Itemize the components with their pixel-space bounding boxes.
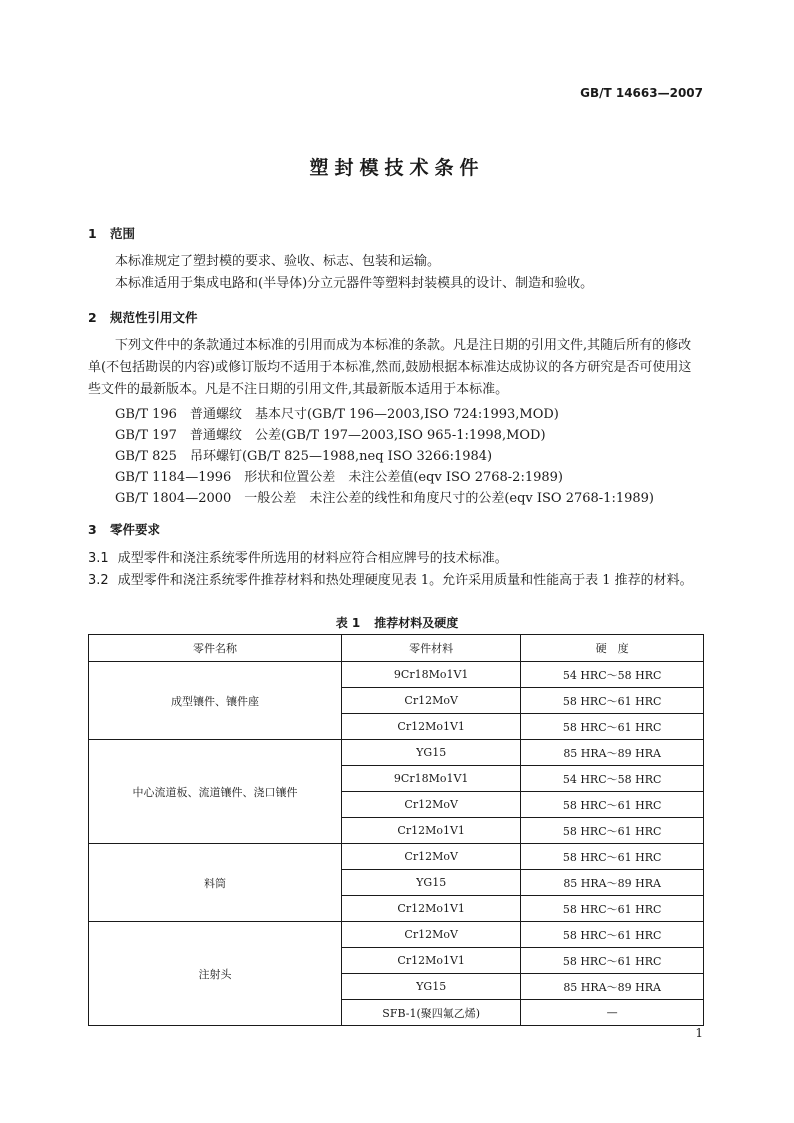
table-title: 推荐材料及硬度 (374, 616, 459, 630)
section-3-heading (88, 520, 160, 538)
section-2-heading (88, 308, 198, 326)
material-cell: 9Cr18Mo1V1 (342, 766, 521, 792)
table-row (89, 740, 704, 766)
reference-item (115, 466, 576, 485)
reference-item (115, 445, 505, 464)
hardness-cell: 58 HRC～61 HRC (521, 844, 704, 870)
reference-code: GB/T 1184—1996 (115, 470, 232, 485)
reference-code: GB/T 196 (115, 407, 177, 422)
material-cell: Cr12MoV (342, 688, 521, 714)
table-header-row (89, 635, 704, 662)
section-number: 3 (88, 522, 97, 537)
table-row (89, 922, 704, 948)
reference-item (115, 424, 559, 443)
clause-3-1 (88, 548, 704, 569)
table-caption (0, 614, 794, 631)
material-cell: Cr12Mo1V1 (342, 714, 521, 740)
reference-code: GB/T 1804—2000 (115, 491, 232, 506)
section-1-para-1: 本标准规定了塑封模的要求、验收、标志、包装和运输。 (115, 254, 441, 269)
section-1-heading (88, 224, 135, 242)
material-cell: Cr12MoV (342, 792, 521, 818)
page-number: 1 (695, 1026, 703, 1040)
hardness-cell: 54 HRC～58 HRC (521, 662, 704, 688)
hardness-cell: 58 HRC～61 HRC (521, 922, 704, 948)
hardness-cell: 58 HRC～61 HRC (521, 714, 704, 740)
clause-3-2 (88, 570, 704, 591)
material-cell: Cr12Mo1V1 (342, 948, 521, 974)
reference-name: 一般公差 (244, 491, 297, 506)
clause-text: 成型零件和浇注系统零件推荐材料和热处理硬度见表 1。允许采用质量和性能高于表 1 推荐的材料。 (117, 573, 693, 588)
hardness-cell: 85 HRA～89 HRA (521, 740, 704, 766)
reference-code: GB/T 197 (115, 428, 177, 443)
part-name-cell: 注射头 (89, 922, 342, 1026)
material-cell: YG15 (342, 974, 521, 1000)
reference-name: 普通螺纹 (189, 407, 242, 422)
reference-item (115, 487, 667, 506)
part-name-cell: 成型镶件、镶件座 (89, 662, 342, 740)
reference-desc: 基本尺寸(GB/T 196—2003,ISO 724:1993,MOD) (254, 407, 559, 422)
table-row (89, 662, 704, 688)
hardness-cell: 54 HRC～58 HRC (521, 766, 704, 792)
reference-desc: 未注公差值(eqv ISO 2768-2:1989) (348, 470, 563, 485)
standard-number: GB/T 14663—2007 (580, 86, 703, 100)
part-name-cell: 料筒 (89, 844, 342, 922)
reference-name: 普通螺纹 (189, 428, 242, 443)
hardness-cell: 58 HRC～61 HRC (521, 688, 704, 714)
reference-item (115, 403, 572, 422)
clause-text: 成型零件和浇注系统零件所选用的材料应符合相应牌号的技术标准。 (117, 551, 508, 566)
material-cell: SFB-1(聚四氟乙烯) (342, 1000, 521, 1026)
hardness-cell: 58 HRC～61 HRC (521, 792, 704, 818)
reference-desc: 公差(GB/T 197—2003,ISO 965-1:1998,MOD) (254, 428, 546, 443)
section-2-intro: 下列文件中的条款通过本标准的引用而成为本标准的条款。凡是注日期的引用文件,其随后所有的修改单(不包括勘误的内容)或修订版均不适用于本标准,然而,鼓励根据本标准达成协议的各方研究是否可使用这些文件的最新版本。凡是不注日期的引用文件,其最新版本适用于本标准。 (88, 338, 692, 397)
section-1-para-2: 本标准适用于集成电路和(半导体)分立元器件等塑料封装模具的设计、制造和验收。 (115, 276, 594, 291)
reference-code: GB/T 825 (115, 449, 177, 464)
header-material: 零件材料 (342, 635, 521, 662)
material-cell: Cr12Mo1V1 (342, 896, 521, 922)
part-name-cell: 中心流道板、流道镶件、浇口镶件 (89, 740, 342, 844)
header-part-name: 零件名称 (89, 635, 342, 662)
section-number: 1 (88, 226, 97, 241)
document-title: 塑封模技术条件 (309, 157, 485, 179)
hardness-cell: 85 HRA～89 HRA (521, 870, 704, 896)
material-cell: Cr12MoV (342, 922, 521, 948)
clause-number: 3.2 (88, 573, 109, 588)
material-cell: 9Cr18Mo1V1 (342, 662, 521, 688)
material-cell: Cr12MoV (342, 844, 521, 870)
table-number: 表 1 (335, 616, 361, 630)
reference-desc: 未注公差的线性和角度尺寸的公差(eqv ISO 2768-1:1989) (309, 491, 654, 506)
clause-number: 3.1 (88, 551, 109, 566)
section-number: 2 (88, 310, 97, 325)
material-cell: YG15 (342, 870, 521, 896)
table-row (89, 844, 704, 870)
material-cell: Cr12Mo1V1 (342, 818, 521, 844)
section-title: 零件要求 (110, 522, 161, 537)
hardness-cell: — (521, 1000, 704, 1026)
header-hardness: 硬 度 (521, 635, 704, 662)
reference-name: 形状和位置公差 (244, 470, 336, 485)
materials-table (88, 634, 704, 1026)
hardness-cell: 58 HRC～61 HRC (521, 818, 704, 844)
material-cell: YG15 (342, 740, 521, 766)
hardness-cell: 58 HRC～61 HRC (521, 896, 704, 922)
hardness-cell: 58 HRC～61 HRC (521, 948, 704, 974)
reference-name: 吊环螺钉(GB/T 825—1988,neq ISO 3266:1984) (189, 449, 493, 464)
section-title: 规范性引用文件 (110, 310, 198, 325)
section-title: 范围 (110, 226, 136, 241)
hardness-cell: 85 HRA～89 HRA (521, 974, 704, 1000)
